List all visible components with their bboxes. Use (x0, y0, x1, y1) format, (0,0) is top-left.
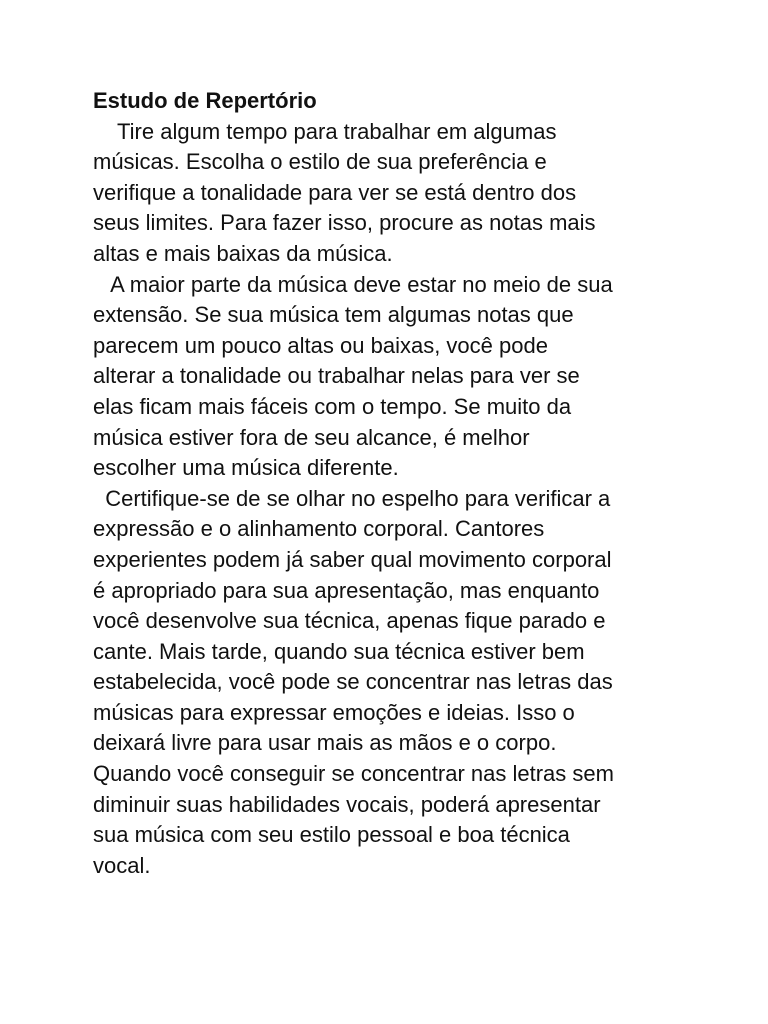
text-line: Quando você conseguir se concentrar nas letras sem (93, 761, 614, 787)
text-line: escolher uma música diferente. (93, 455, 399, 481)
text-line: extensão. Se sua música tem algumas notas que (93, 302, 574, 328)
text-line: diminuir suas habilidades vocais, poderá apresentar (93, 791, 601, 817)
text-line: A maior parte da música deve estar no meio de sua (93, 271, 613, 297)
text-line: estabelecida, você pode se concentrar nas letras das (93, 669, 613, 695)
text-line: vocal. (93, 852, 151, 878)
text-line: você desenvolve sua técnica, apenas fique parado e (93, 608, 606, 634)
text-line: Certifique-se de se olhar no espelho para verificar a (93, 485, 611, 511)
text-line: Tire algum tempo para trabalhar em algumas (93, 118, 557, 144)
text-line: alterar a tonalidade ou trabalhar nelas para ver se (93, 363, 580, 389)
text-line: parecem um pouco altas ou baixas, você pode (93, 332, 548, 358)
text-line: altas e mais baixas da música. (93, 240, 393, 266)
text-line: verifique a tonalidade para ver se está dentro dos (93, 179, 577, 205)
text-line: deixará livre para usar mais as mãos e o corpo. (93, 730, 557, 756)
text-line: seus limites. Para fazer isso, procure as notas mais (93, 210, 596, 236)
document-title: Estudo de Repertório (93, 88, 317, 113)
text-line: músicas. Escolha o estilo de sua preferência e (93, 149, 547, 175)
text-line: música estiver fora de seu alcance, é melhor (93, 424, 530, 450)
text-line: experientes podem já saber qual movimento corporal (93, 546, 612, 572)
text-line: músicas para expressar emoções e ideias. Isso o (93, 699, 575, 725)
document-body (93, 86, 693, 881)
text-line: sua música com seu estilo pessoal e boa técnica (93, 822, 570, 848)
text-line: elas ficam mais fáceis com o tempo. Se muito da (93, 393, 572, 419)
text-line: é apropriado para sua apresentação, mas enquanto (93, 577, 600, 603)
text-line: expressão e o alinhamento corporal. Cantores (93, 516, 545, 542)
text-line: cante. Mais tarde, quando sua técnica estiver bem (93, 638, 585, 664)
